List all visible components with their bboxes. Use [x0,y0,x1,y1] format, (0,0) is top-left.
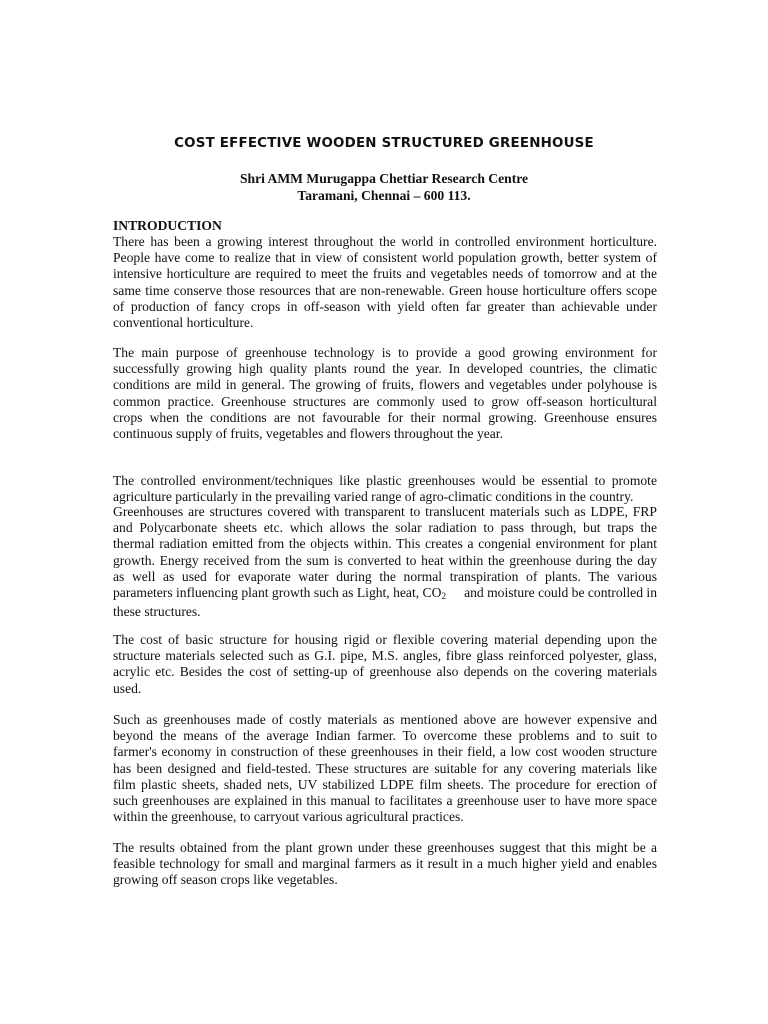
text-line: Such as greenhouses made of costly materials as mentioned above are however expensive and [113,712,657,727]
paragraph-4 [113,504,657,620]
text-line: The controlled environment/techniques like plastic greenhouses would be essential to promote [113,473,657,488]
text-line: continuous supply of fruits, vegetables and flowers throughout the year. [113,426,503,442]
text-line: such greenhouses are explained in this manual to facilitates a greenhouse user to have more space [113,793,657,809]
text-line: conditions are mild in general. The growing of fruits, flowers and vegetables under polyhouse is [113,377,657,393]
subscript-2: 2 [441,591,446,602]
affiliation-line-2: Taramani, Chennai – 600 113. [297,188,471,203]
affiliation-line-1: Shri AMM Murugappa Chettiar Research Centre [239,171,529,186]
text-line: of production of fancy crops in off-season with yield often far greater than achievable under [113,298,657,314]
co2-line-end: and moisture could be controlled in [464,585,657,601]
text-line: People have come to realize that in view of consistent world population growth, better system of [113,250,657,266]
text-line: crops when the conditions are not favourable for their normal growing. Greenhouse ensures [113,409,657,425]
text-line: feasible technology for small and marginal farmers as it result in a much higher yield and enables [113,856,657,872]
text-line: There has been a growing interest throughout the world in controlled environment horticulture. [113,234,657,249]
text-line: The main purpose of greenhouse technology is to provide a good growing environment for [113,345,657,360]
section-heading: INTRODUCTION [113,218,222,233]
text-line: beyond the means of the average Indian farmer. To overcome these problems and to suit to [113,728,657,744]
text-line: same time conserve those resources that are non-renewable. Green house horticulture offers scope [113,282,657,298]
paragraph-1 [113,234,657,331]
paragraph-6 [113,712,657,825]
text-line: intensive horticulture are required to meet the fruits and vegetables needs of tomorrow and at the [113,266,657,282]
text-line: structure materials selected such as G.I. pipe, M.S. angles, fibre glass reinforced polyester, glass, [113,648,657,664]
document-title: COST EFFECTIVE WOODEN STRUCTURED GREENHOUSE [174,136,594,151]
text-line: successfully growing high quality plants round the year. In developed countries, the climatic [113,361,657,377]
text-line: farmer's economy in construction of these greenhouses in their field, a low cost wooden structure [113,744,657,760]
text-line: as well as used for evaporate water during the normal transpiration of plants. The various [113,568,657,584]
co2-line-start [113,585,446,604]
text-line: has been designed and field-tested. These structures are suitable for any covering materials like [113,760,657,776]
text-line-co2 [113,585,657,604]
text-line: thermal radiation emitted from the objects within. This creates a congenial environment for plant [113,536,657,552]
co2-text: parameters influencing plant growth such as Light, heat, CO [113,585,442,601]
text-line: Greenhouses are structures covered with transparent to translucent materials such as LDPE, FRP [113,504,657,519]
text-line: common practice. Greenhouse structures are commonly used to grow off-season horticultural [113,393,657,409]
text-line: these structures. [113,604,201,620]
text-line: conventional horticulture. [113,315,254,331]
paragraph-7 [113,840,657,889]
text-line: and Polycarbonate sheets etc. which allows the solar radiation to pass through, but traps the [113,520,657,536]
text-line: The results obtained from the plant grown under these greenhouses suggest that this might be a [113,840,657,855]
text-line: growing off season crops like vegetables. [113,872,338,888]
text-line: used. [113,680,142,696]
paragraph-3 [113,473,657,505]
paragraph-5 [113,632,657,697]
text-line: acrylic etc. Besides the cost of setting-up of greenhouse also depends on the covering materials [113,664,657,680]
paragraph-2 [113,345,657,442]
text-line: within the greenhouse, to carryout various agricultural practices. [113,809,464,825]
text-line: agriculture particularly in the prevailing varied range of agro-climatic conditions in the country. [113,489,634,505]
text-line: film plastic sheets, shaded nets, UV stabilized LDPE film sheets. The procedure for erection of [113,776,657,792]
text-line: The cost of basic structure for housing rigid or flexible covering material depending upon the [113,632,657,647]
text-line: growth. Energy received from the sum is converted to heat within the greenhouse during the day [113,552,657,568]
